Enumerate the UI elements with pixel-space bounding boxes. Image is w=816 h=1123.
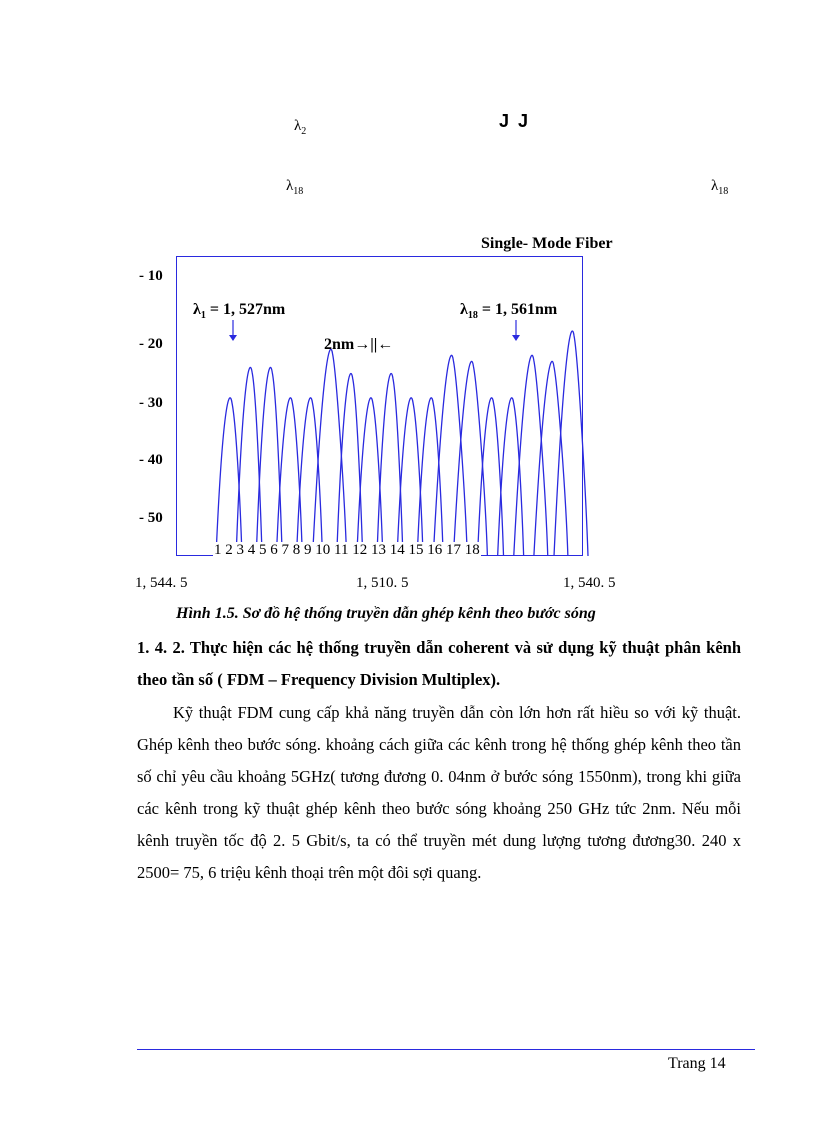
channel-peak-18	[554, 331, 588, 556]
channel-peak-3	[256, 367, 282, 556]
jj-mark: J J	[499, 111, 531, 131]
channel-peak-9	[377, 374, 403, 556]
channel-peak-17	[534, 361, 568, 556]
page-number: Trang 14	[668, 1055, 726, 1072]
y-tick: - 20	[139, 336, 163, 352]
lambda-18-right-label: $\lambda_{18}$	[711, 178, 729, 197]
y-tick: - 50	[139, 510, 163, 526]
figure-caption: Hình 1.5. Sơ đồ hệ thống truyền dẫn ghép kênh theo bước sóng	[176, 605, 596, 622]
body-paragraph	[137, 697, 741, 889]
channel-peak-8	[357, 398, 383, 556]
y-tick: - 10	[139, 268, 163, 284]
channel-peak-5	[296, 398, 322, 556]
channel-peak-1	[216, 398, 242, 556]
paragraph-text: Kỹ thuật FDM cung cấp khả năng truyền dẫn còn lớn hơn rất hiều so với kỹ thuật. Ghép kênh theo bước sóng. khoảng cách giữa các kênh trong hệ thống ghép kênh theo tần số chỉ yêu cầu khoảng 5GHz( tương đương 0. 04nm ở bước sóng 1550nm), trong khi giữa các kênh trong kỹ thuật ghép kênh theo bước sóng khoảng 250 GHz tức 2nm. Nếu mỗi kênh truyền tốc độ 2. 5 Gbit/s, ta có thể truyền mét dung lượng tương đương30. 240 x 2500= 75, 6 triệu kênh thoại trên một đôi sợi quang.	[137, 703, 741, 882]
channel-peak-10	[397, 398, 423, 556]
x-tick: 1, 540. 5	[563, 575, 616, 591]
x-tick: 1, 544. 5	[135, 575, 188, 591]
lambda18-annotation: $\lambda_{18} = 1$, 561nm	[460, 301, 558, 322]
channel-peak-2	[236, 367, 262, 556]
lambda1-annotation: $\lambda_1 = 1$, 527nm	[193, 301, 286, 322]
footer-rule	[137, 1049, 755, 1050]
channel-peak-11	[417, 398, 443, 556]
channel-peak-7	[337, 374, 363, 556]
lambda-arrow-head	[229, 335, 237, 341]
lambda-arrow-head	[512, 335, 520, 341]
section-heading: 1. 4. 2. Thực hiện các hệ thống truyền dẫn coherent và sử dụng kỹ thuật phân kênh theo tần số ( FDM – Frequency Division Multiplex).	[137, 638, 741, 689]
lambda-18-left-label: $\lambda_{18}$	[286, 178, 304, 197]
y-tick: - 30	[139, 395, 163, 411]
lambda-2-label: $\lambda_2$	[294, 118, 307, 137]
channel-numbers: 1 2 3 4 5 6 7 8 9 10 11 12 13 14 15 16 17 18	[214, 542, 480, 558]
channel-peak-15	[498, 398, 524, 556]
y-tick: - 40	[139, 452, 163, 468]
channel-peak-4	[276, 398, 302, 556]
x-tick: 1, 510. 5	[356, 575, 409, 591]
channel-peak-14	[478, 398, 504, 556]
channel-spacing-label: 2nm→||←	[324, 336, 394, 353]
fiber-label: Single- Mode Fiber	[481, 235, 613, 252]
